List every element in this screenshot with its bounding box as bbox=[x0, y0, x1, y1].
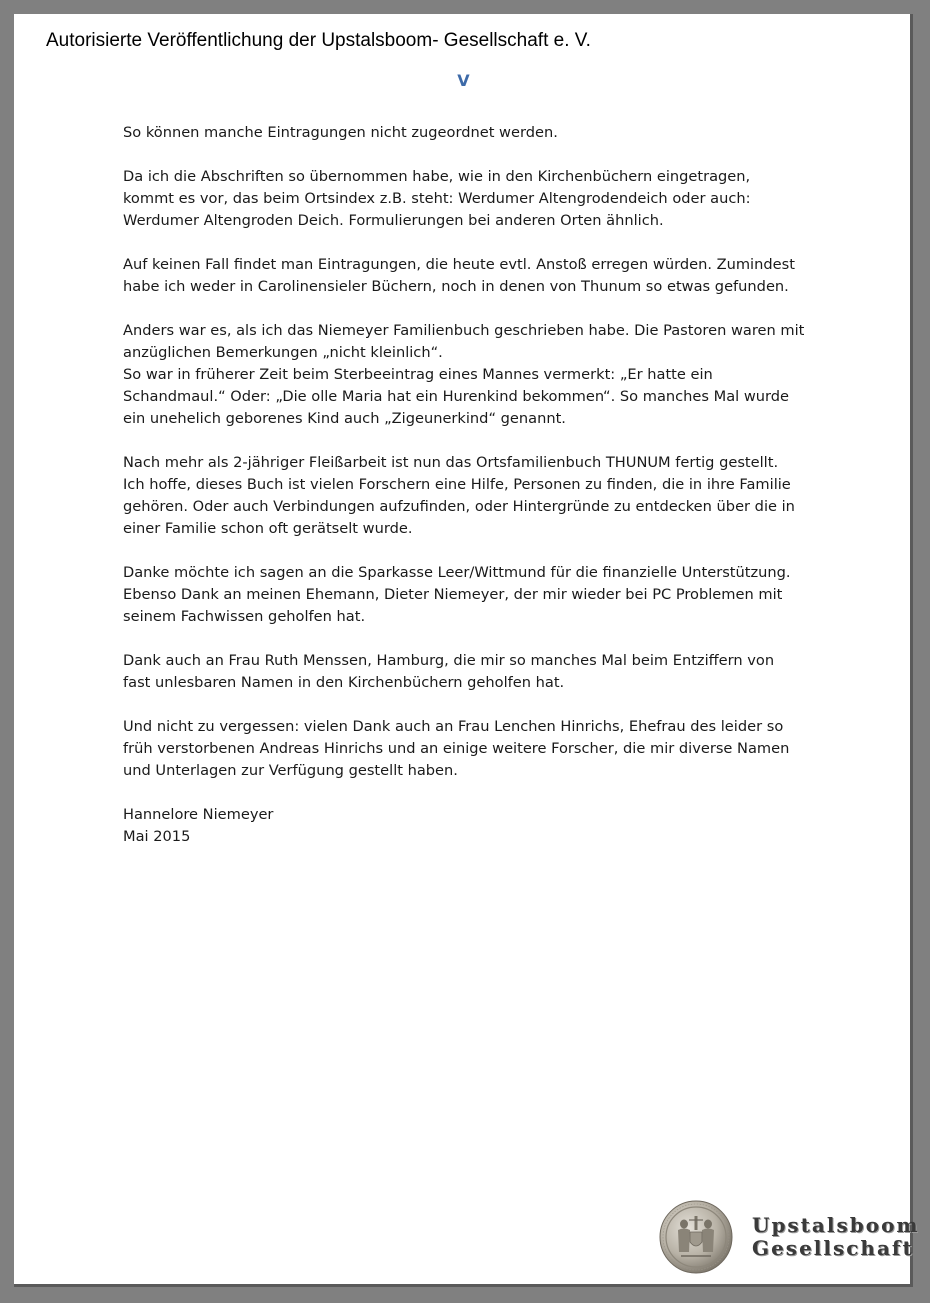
paragraph bbox=[123, 166, 843, 232]
text-line: seinem Fachwissen geholfen hat. bbox=[123, 608, 366, 625]
header-title: Autorisierte Veröffentlichung der Upstalsboom- Gesellschaft e. V. bbox=[46, 30, 591, 51]
society-seal-icon bbox=[659, 1200, 733, 1274]
text-line: fast unlesbaren Namen in den Kirchenbüchern geholfen hat. bbox=[123, 674, 565, 691]
society-logo bbox=[659, 1200, 920, 1280]
signature-name: Hannelore Niemeyer bbox=[123, 806, 274, 823]
document-page bbox=[14, 14, 920, 1287]
text-line: Auf keinen Fall findet man Eintragungen, die heute evtl. Anstoß erregen würden. Zumindest bbox=[123, 256, 795, 273]
paragraph bbox=[123, 452, 843, 540]
paragraph bbox=[123, 562, 843, 628]
paragraph bbox=[123, 254, 843, 298]
text-line: und Unterlagen zur Verfügung gestellt haben. bbox=[123, 762, 458, 779]
text-line: Ich hoffe, dieses Buch ist vielen Forschern eine Hilfe, Personen zu finden, die in ihre Familie bbox=[123, 476, 791, 493]
text-line: Da ich die Abschriften so übernommen habe, wie in den Kirchenbüchern eingetragen, bbox=[123, 168, 751, 185]
signature-date: Mai 2015 bbox=[123, 828, 191, 845]
page-number: V bbox=[457, 71, 470, 90]
text-line: gehören. Oder auch Verbindungen aufzufinden, oder Hintergründe zu entdecken über die in bbox=[123, 498, 795, 515]
society-name bbox=[752, 1214, 920, 1260]
text-line: Dank auch an Frau Ruth Menssen, Hamburg, die mir so manches Mal beim Entziffern von bbox=[123, 652, 775, 669]
text-line: anzüglichen Bemerkungen „nicht kleinlich“. bbox=[123, 344, 443, 361]
paragraph bbox=[123, 716, 843, 782]
body-text bbox=[123, 122, 843, 848]
text-line: Werdumer Altengroden Deich. Formulierungen bei anderen Orten ähnlich. bbox=[123, 212, 664, 229]
text-line: kommt es vor, das beim Ortsindex z.B. steht: Werdumer Altengrodendeich oder auch: bbox=[123, 190, 751, 207]
text-line: Schandmaul.“ Oder: „Die olle Maria hat ein Hurenkind bekommen“. So manches Mal wurde bbox=[123, 388, 790, 405]
paragraph bbox=[123, 320, 843, 430]
text-line: So können manche Eintragungen nicht zugeordnet werden. bbox=[123, 124, 558, 141]
society-name-line2: Gesellschaft bbox=[752, 1236, 914, 1260]
text-line: früh verstorbenen Andreas Hinrichs und an einige weitere Forscher, die mir diverse Namen bbox=[123, 740, 790, 757]
text-line: habe ich weder in Carolinensieler Büchern, noch in denen von Thunum so etwas gefunden. bbox=[123, 278, 789, 295]
text-line: einer Familie schon oft gerätselt wurde. bbox=[123, 520, 413, 537]
text-line: Ebenso Dank an meinen Ehemann, Dieter Niemeyer, der mir wieder bei PC Problemen mit bbox=[123, 586, 783, 603]
signature-block bbox=[123, 804, 843, 848]
paragraph bbox=[123, 650, 843, 694]
text-line: Anders war es, als ich das Niemeyer Familienbuch geschrieben habe. Die Pastoren waren mit bbox=[123, 322, 805, 339]
society-name-line1: Upstalsboom bbox=[752, 1213, 920, 1237]
text-line: Nach mehr als 2-jähriger Fleißarbeit ist nun das Ortsfamilienbuch THUNUM fertig gestellt. bbox=[123, 454, 779, 471]
text-line: Danke möchte ich sagen an die Sparkasse Leer/Wittmund für die finanzielle Unterstützung. bbox=[123, 564, 791, 581]
text-line: So war in früherer Zeit beim Sterbeeintrag eines Mannes vermerkt: „Er hatte ein bbox=[123, 366, 713, 383]
paragraph bbox=[123, 122, 843, 144]
text-line: Und nicht zu vergessen: vielen Dank auch an Frau Lenchen Hinrichs, Ehefrau des leider so bbox=[123, 718, 784, 735]
text-line: ein unehelich geborenes Kind auch „Zigeunerkind“ genannt. bbox=[123, 410, 566, 427]
